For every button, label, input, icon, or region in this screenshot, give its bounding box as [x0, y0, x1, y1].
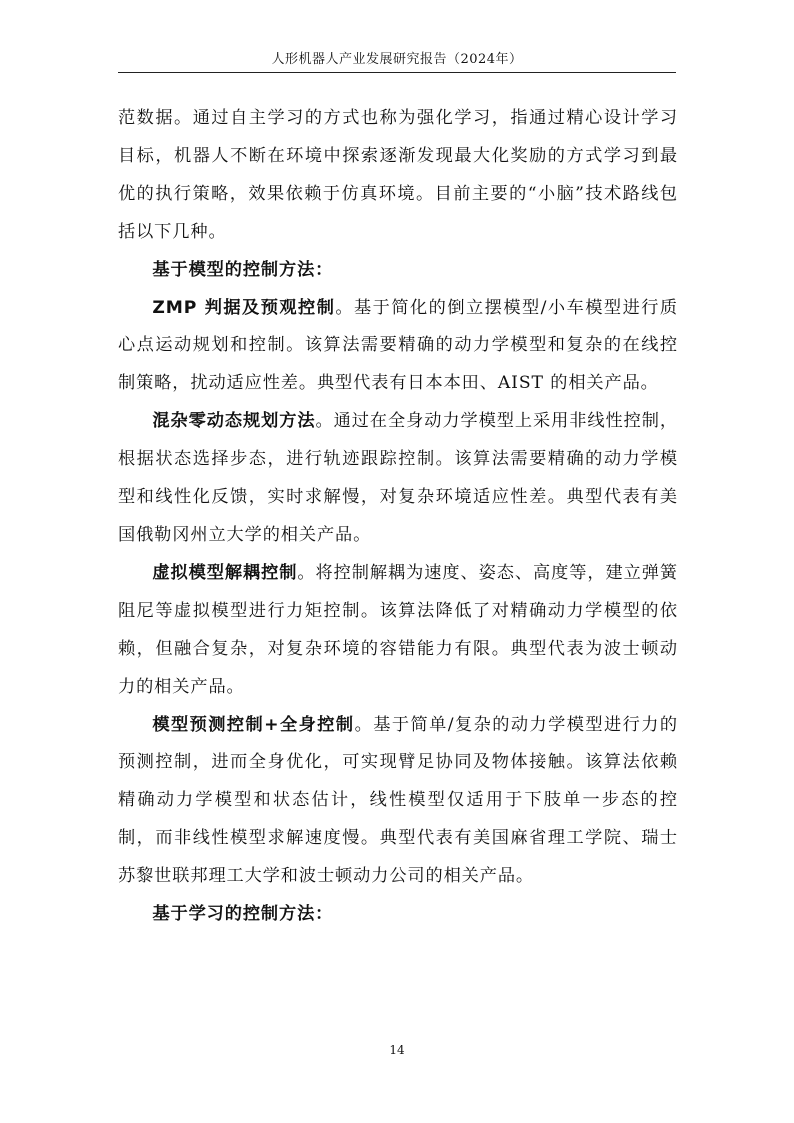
section-heading-learning-based: 基于学习的控制方法：	[152, 904, 334, 925]
paragraph-text-zmp: 。基于简化的倒立摆模型/小车模型进行质心点运动规划和控制。该算法需要精确的动力学模型和复杂的在线控制策略，扰动适应性差。典型代表有日本本田、AIST 的相关产品。	[118, 297, 678, 394]
section-heading-model-based: 基于模型的控制方法：	[152, 259, 334, 280]
paragraph-text-virtual-model: 。将控制解耦为速度、姿态、高度等，建立弹簧阻尼等虚拟模型进行力矩控制。该算法降低了对精确动力学模型的依赖，但融合复杂，对复杂环境的容错能力有限。典型代表为波士顿动力的相关产品。	[118, 562, 679, 697]
paragraph-lead-zmp: ZMP 判据及预观控制	[152, 297, 336, 318]
paragraph-lead-mpc-wbc: 模型预测控制+全身控制	[152, 714, 355, 735]
paragraph-virtual-model	[118, 555, 678, 707]
intro-paragraph: 范数据。通过自主学习的方式也称为强化学习，指通过精心设计学习目标，机器人不断在环境中探索逐渐发现最大化奖励的方式学习到最优的执行策略，效果依赖于仿真环境。目前主要的“小脑”技术路线包括以下几种。	[118, 108, 678, 242]
paragraph-mpc-wbc	[118, 707, 678, 897]
paragraph-lead-virtual-model: 虚拟模型解耦控制	[152, 562, 298, 583]
body-text	[118, 100, 678, 934]
header-divider	[118, 72, 676, 73]
paragraph-lead-hzd: 混杂零动态规划方法	[152, 411, 316, 432]
running-header: 人形机器人产业发展研究报告（2024年）	[271, 52, 523, 67]
paragraph-text-mpc-wbc: 。基于简单/复杂的动力学模型进行力的预测控制，进而全身优化，可实现臂足协同及物体接触。该算法依赖精确动力学模型和状态估计，线性模型仅适用于下肢单一步态的控制，而非线性模型求解速度慢。典型代表有美国麻省理工学院、瑞士苏黎世联邦理工大学和波士顿动力公司的相关产品。	[118, 714, 678, 887]
page-number: 14	[389, 1043, 405, 1057]
paragraph-zmp	[118, 290, 678, 404]
paragraph-text-hzd: 。通过在全身动力学模型上采用非线性控制，根据状态选择步态，进行轨迹跟踪控制。该算法需要精确的动力学模型和线性化反馈，实时求解慢，对复杂环境适应性差。典型代表有美国俄勒冈州立大学的相关产品。	[118, 411, 678, 545]
paragraph-hzd	[118, 403, 678, 555]
